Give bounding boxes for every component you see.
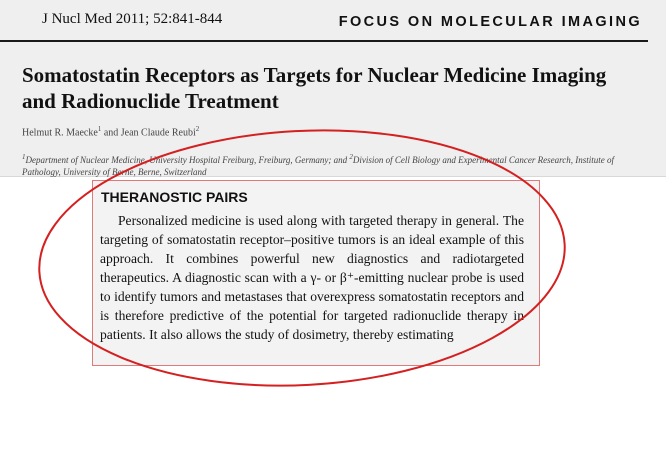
box-heading: THERANOSTIC PAIRS (101, 189, 248, 205)
article-title: Somatostatin Receptors as Targets for Nuclear Medicine Imaging and Radionuclide Treatment (22, 63, 607, 113)
article-header (0, 0, 666, 177)
box-body-text: Personalized medicine is used along with targeted therapy in general. The targeting of somatostatin receptor–positive tumors is an ideal example of this approach. It combines powerful new diagnostics and radiotargeted therapeutics. A diagnostic scan with a γ- or β⁺-emitting nuclear probe is used to identify tumors and metastases that overexpress somatostatin receptors and is therefore predictive of the potential for targeted radionuclide therapy in patients. It also allows the study of dosimetry, thereby estimating (100, 213, 524, 342)
affiliation-mark: 1 (22, 153, 26, 161)
affiliations (22, 152, 642, 178)
author-joiner: and (101, 127, 121, 139)
affiliation-text: Division of Cell Biology and Experimental Cancer Research, Institute of Pathology, University of Berne, Berne, Switzerland (22, 155, 614, 177)
journal-citation: J Nucl Med 2011; 52:841-844 (42, 11, 223, 27)
author-footnote-mark: 2 (195, 125, 200, 133)
author-line (22, 125, 199, 138)
theranostic-pairs-box (92, 180, 540, 366)
author-name: Jean Claude Reubi (120, 127, 196, 139)
affiliation-text: Department of Nuclear Medicine, University Hospital Freiburg, Freiburg, Germany; and (25, 155, 350, 165)
author-footnote-mark: 1 (97, 125, 102, 133)
author-name: Helmut R. Maecke (22, 127, 98, 139)
section-label: FOCUS ON MOLECULAR IMAGING (338, 14, 642, 30)
affiliation-mark: 2 (349, 153, 353, 161)
